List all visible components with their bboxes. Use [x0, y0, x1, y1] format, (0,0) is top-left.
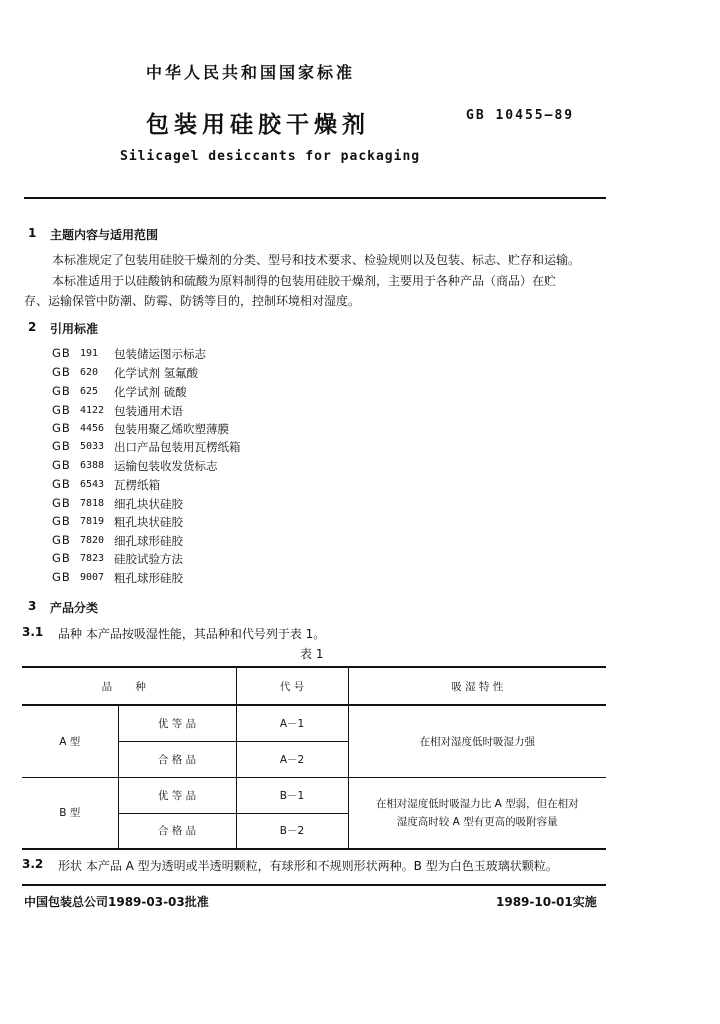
reference-prefix: GB [52, 514, 71, 528]
reference-prefix: GB [52, 458, 71, 472]
reference-item [52, 421, 229, 437]
reference-title: 化学试剂 氢氟酸 [114, 366, 199, 380]
reference-number: 4456 [80, 423, 105, 434]
reference-title: 化学试剂 硫酸 [114, 385, 187, 399]
section-1-paragraph-2-line-1: 本标准适用于以硅酸钠和硫酸为原料制得的包装用硅胶干燥剂，主要用于各种产品（商品）在贮 [52, 274, 557, 288]
reference-number: 4122 [80, 405, 105, 416]
reference-number: 7818 [80, 498, 105, 509]
national-standard-label: 中华人民共和国国家标准 [146, 63, 356, 82]
subsection-3-2-text: 形状 本产品 A 型为透明或半透明颗粒，有球形和不规则形状两种。B 型为白色玉玻璃状颗粒。 [58, 859, 558, 873]
reference-item [52, 514, 183, 530]
table-header-row [22, 667, 606, 705]
reference-item [52, 477, 160, 493]
reference-number: 7819 [80, 516, 105, 527]
header-divider [24, 197, 606, 199]
reference-number: 6543 [80, 479, 105, 490]
type-b-cell: B 型 [22, 777, 118, 849]
reference-item [52, 365, 198, 381]
reference-prefix: GB [52, 346, 71, 360]
reference-prefix: GB [52, 421, 71, 435]
reference-prefix: GB [52, 477, 71, 491]
table-row [22, 705, 606, 741]
reference-prefix: GB [52, 439, 71, 453]
reference-number: 7820 [80, 535, 105, 546]
subsection-3-1-text: 品种 本产品按吸湿性能，其品种和代号列于表 1。 [58, 627, 326, 641]
document-title: 包装用硅胶干燥剂 [146, 111, 370, 138]
reference-title: 硅胶试验方法 [114, 552, 183, 566]
section-3-heading: 产品分类 [50, 601, 99, 615]
reference-number: 191 [80, 348, 99, 359]
reference-number: 5033 [80, 441, 105, 452]
grade-cell: 合 格 品 [118, 741, 236, 777]
code-cell: B－2 [236, 813, 348, 849]
standard-code: GB 10455—89 [466, 108, 575, 123]
reference-title: 出口产品包装用瓦楞纸箱 [114, 440, 241, 454]
reference-title: 运输包装收发货标志 [114, 459, 218, 473]
product-classification-table [22, 666, 606, 850]
reference-prefix: GB [52, 365, 71, 379]
reference-item [52, 458, 218, 474]
section-2-number: 2 [28, 320, 37, 334]
type-b-property-line-1: 在相对湿度低时吸湿力比 A 型弱，但在相对 [375, 797, 579, 810]
reference-title: 包装通用术语 [114, 404, 183, 418]
section-1-number: 1 [28, 226, 37, 240]
reference-title: 包装用聚乙烯吹塑薄膜 [114, 422, 229, 436]
type-a-property-cell: 在相对湿度低时吸湿力强 [348, 705, 606, 777]
reference-item [52, 439, 241, 455]
reference-prefix: GB [52, 403, 71, 417]
code-cell: B－1 [236, 777, 348, 813]
effective-date-note: 1989-10-01实施 [496, 895, 597, 909]
reference-item [52, 384, 187, 400]
header-property: 吸 湿 特 性 [348, 667, 606, 705]
reference-title: 瓦楞纸箱 [114, 478, 160, 492]
approval-note: 中国包装总公司1989-03-03批准 [24, 895, 209, 909]
reference-item [52, 570, 183, 586]
code-cell: A－1 [236, 705, 348, 741]
reference-number: 9007 [80, 572, 105, 583]
section-1-heading: 主题内容与适用范围 [50, 228, 159, 242]
reference-number: 7823 [80, 553, 105, 564]
grade-cell: 优 等 品 [118, 777, 236, 813]
section-2-heading: 引用标准 [50, 322, 99, 336]
reference-number: 620 [80, 367, 99, 378]
grade-cell: 合 格 品 [118, 813, 236, 849]
header-variety-text: 品 种 [101, 680, 156, 693]
reference-item [52, 551, 183, 567]
section-1-paragraph-2-line-2: 存、运输保管中防潮、防霉、防锈等目的，控制环境相对湿度。 [24, 294, 361, 308]
reference-item [52, 496, 183, 512]
subsection-3-2-number: 3.2 [22, 857, 44, 871]
table-caption: 表 1 [300, 647, 324, 661]
reference-number: 6388 [80, 460, 105, 471]
english-title: Silicagel desiccants for packaging [120, 149, 421, 164]
code-cell: A－2 [236, 741, 348, 777]
header-variety [22, 667, 236, 705]
header-code: 代 号 [236, 667, 348, 705]
reference-title: 细孔块状硅胶 [114, 497, 183, 511]
reference-title: 粗孔块状硅胶 [114, 515, 183, 529]
type-a-cell: A 型 [22, 705, 118, 777]
reference-prefix: GB [52, 551, 71, 565]
grade-cell: 优 等 品 [118, 705, 236, 741]
table-row [22, 777, 606, 813]
type-b-property-cell [348, 777, 606, 849]
reference-prefix: GB [52, 384, 71, 398]
reference-title: 包装储运图示标志 [114, 347, 206, 361]
reference-prefix: GB [52, 496, 71, 510]
subsection-3-1-number: 3.1 [22, 625, 44, 639]
reference-item [52, 533, 183, 549]
reference-prefix: GB [52, 570, 71, 584]
reference-title: 细孔球形硅胶 [114, 534, 183, 548]
footer-divider [22, 884, 606, 886]
section-1-paragraph-1: 本标准规定了包装用硅胶干燥剂的分类、型号和技术要求、检验规则以及包装、标志、贮存和运输。 [52, 253, 581, 267]
section-3-number: 3 [28, 599, 37, 613]
reference-title: 粗孔球形硅胶 [114, 571, 183, 585]
reference-item [52, 403, 183, 419]
type-b-property-line-2: 湿度高时较 A 型有更高的吸附容量 [396, 815, 558, 828]
reference-number: 625 [80, 386, 99, 397]
reference-prefix: GB [52, 533, 71, 547]
reference-item [52, 346, 206, 362]
